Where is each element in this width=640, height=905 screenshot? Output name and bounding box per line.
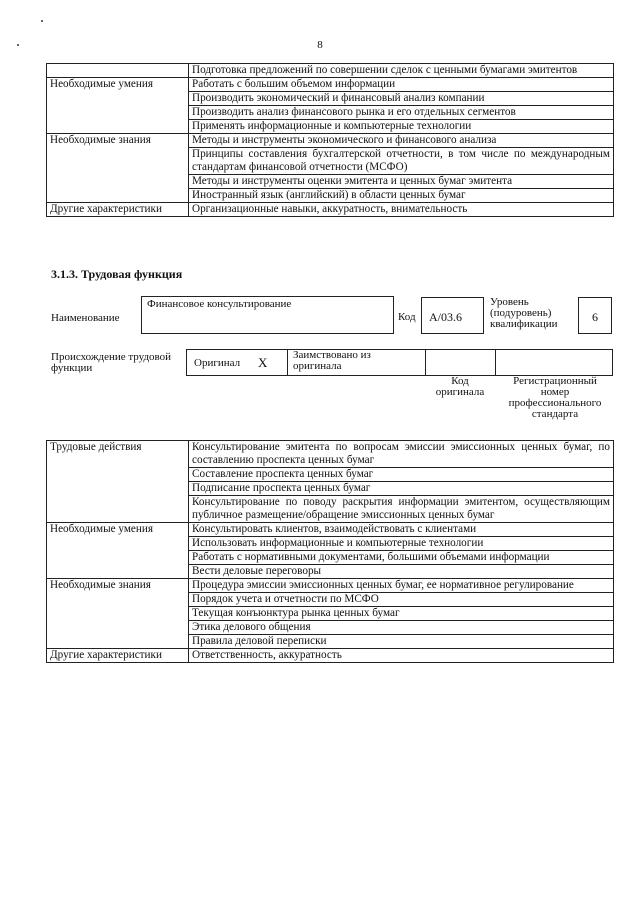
table-row <box>47 148 614 175</box>
table-row <box>47 551 614 565</box>
table-row <box>47 565 614 579</box>
table-row <box>47 64 614 78</box>
table-row <box>47 175 614 189</box>
table-row <box>47 649 614 663</box>
table-row <box>47 537 614 551</box>
table-row <box>47 607 614 621</box>
row-label <box>47 64 189 78</box>
row-text: Производить экономический и финансовый анализ компании <box>189 92 614 106</box>
code-caption: Код оригинала <box>435 375 485 398</box>
original-label: Оригинал <box>194 357 241 369</box>
row-label <box>47 635 189 649</box>
original-mark: X <box>258 355 268 370</box>
table-row <box>47 120 614 134</box>
row-label <box>47 496 189 523</box>
row-text: Подписание проспекта ценных бумаг <box>189 482 614 496</box>
competency-table-1 <box>46 63 614 217</box>
section-title: 3.1.3. Трудовая функция <box>51 267 183 281</box>
row-text: Работать с нормативными документами, большими объемами информации <box>189 551 614 565</box>
row-label: Необходимые знания <box>47 579 189 593</box>
row-text: Процедура эмиссии эмиссионных ценных бумаг, ее нормативное регулирование <box>189 579 614 593</box>
table-row <box>47 621 614 635</box>
row-text: Принципы составления бухгалтерской отчетности, в том числе по международным стандартам финансовой отчетности (МСФО) <box>189 148 614 175</box>
row-label: Необходимые умения <box>47 523 189 537</box>
table-row <box>47 441 614 468</box>
row-text: Методы и инструменты оценки эмитента и ценных бумаг эмитента <box>189 175 614 189</box>
row-text: Консультирование эмитента по вопросам эмиссии эмиссионных ценных бумаг, по составлению проспекта ценных бумаг <box>189 441 614 468</box>
origin-divider <box>287 349 288 376</box>
row-label <box>47 468 189 482</box>
row-text: Правила деловой переписки <box>189 635 614 649</box>
row-label: Необходимые умения <box>47 78 189 92</box>
table-row <box>47 78 614 92</box>
name-label: Наименование <box>51 312 120 324</box>
scan-speck <box>41 20 43 22</box>
level-value: 6 <box>592 310 598 324</box>
row-text: Производить анализ финансового рынка и его отдельных сегментов <box>189 106 614 120</box>
function-code: A/03.6 <box>429 310 462 324</box>
row-text: Консультировать клиентов, взаимодействовать с клиентами <box>189 523 614 537</box>
row-text: Этика делового общения <box>189 621 614 635</box>
row-label <box>47 92 189 106</box>
table-row <box>47 203 614 217</box>
code-label: Код <box>398 311 416 323</box>
table-row <box>47 523 614 537</box>
row-label <box>47 482 189 496</box>
origin-label: Происхождение трудовой функции <box>51 351 172 374</box>
table-row <box>47 106 614 120</box>
table-row <box>47 92 614 106</box>
row-text: Ответственность, аккуратность <box>189 649 614 663</box>
row-label <box>47 120 189 134</box>
row-text: Порядок учета и отчетности по МСФО <box>189 593 614 607</box>
row-text: Текущая конъюнктура рынка ценных бумаг <box>189 607 614 621</box>
row-label: Другие характеристики <box>47 203 189 217</box>
competency-table-2 <box>46 440 614 663</box>
row-label: Другие характеристики <box>47 649 189 663</box>
table-row <box>47 496 614 523</box>
row-text: Работать с большим объемом информации <box>189 78 614 92</box>
row-text: Методы и инструменты экономического и финансового анализа <box>189 134 614 148</box>
reg-caption: Регистрационный номер профессионального стандарта <box>508 375 602 420</box>
table-row <box>47 593 614 607</box>
row-text: Вести деловые переговоры <box>189 565 614 579</box>
origin-divider <box>425 349 426 376</box>
row-label <box>47 189 189 203</box>
row-label <box>47 565 189 579</box>
row-text: Применять информационные и компьютерные технологии <box>189 120 614 134</box>
row-label <box>47 551 189 565</box>
table-row <box>47 134 614 148</box>
row-text: Использовать информационные и компьютерные технологии <box>189 537 614 551</box>
row-text: Организационные навыки, аккуратность, внимательность <box>189 203 614 217</box>
level-label: Уровень (подуровень) квалификации <box>490 296 558 330</box>
row-label <box>47 593 189 607</box>
table-row <box>47 635 614 649</box>
row-label <box>47 537 189 551</box>
row-label <box>47 621 189 635</box>
table-row <box>47 468 614 482</box>
borrowed-label: Заимствовано из оригинала <box>293 349 371 372</box>
row-label <box>47 148 189 175</box>
row-label <box>47 175 189 189</box>
row-text: Подготовка предложений по совершении сделок с ценными бумагами эмитентов <box>189 64 614 78</box>
row-text: Составление проспекта ценных бумаг <box>189 468 614 482</box>
row-label <box>47 607 189 621</box>
table-row <box>47 189 614 203</box>
page-number: 8 <box>317 39 323 51</box>
row-label: Трудовые действия <box>47 441 189 468</box>
row-label: Необходимые знания <box>47 134 189 148</box>
row-label <box>47 106 189 120</box>
row-text: Консультирование по поводу раскрытия информации эмитентом, осуществляющим публичное размещение/обращение эмиссионных ценных бумаг <box>189 496 614 523</box>
table-row <box>47 482 614 496</box>
table-row <box>47 579 614 593</box>
function-name: Финансовое консультирование <box>147 298 292 310</box>
row-text: Иностранный язык (английский) в области ценных бумаг <box>189 189 614 203</box>
origin-divider <box>495 349 496 376</box>
